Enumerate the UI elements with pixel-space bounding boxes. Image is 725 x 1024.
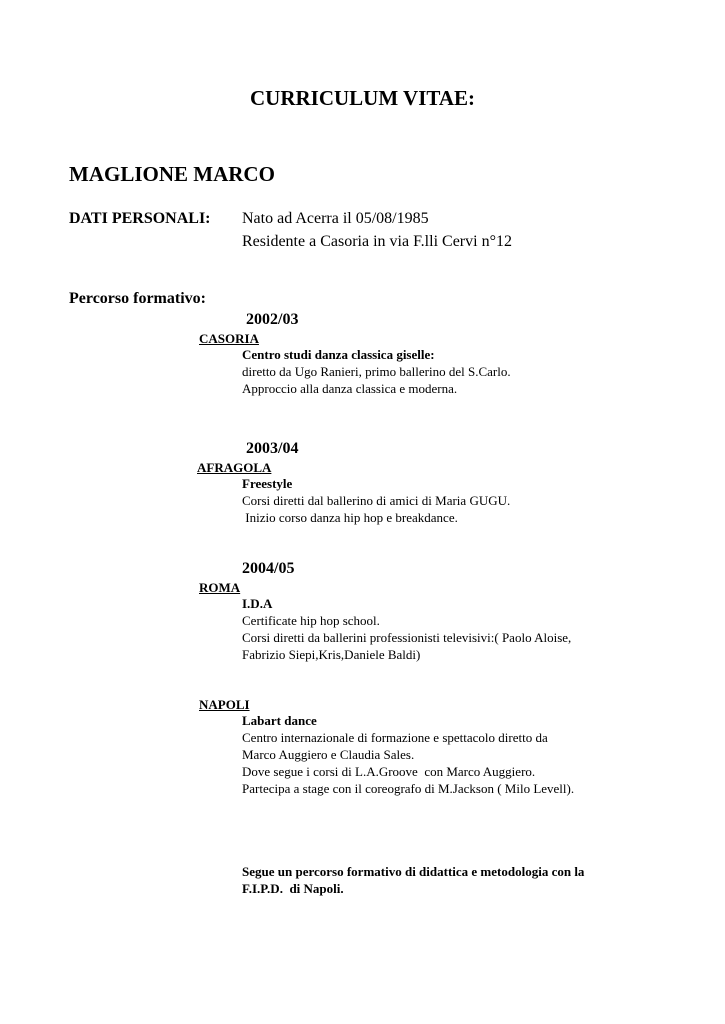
- entry-city: AFRAGOLA: [197, 460, 272, 475]
- final-note-line: F.I.P.D. di Napoli.: [242, 881, 344, 896]
- entry-line: Inizio corso danza hip hop e breakdance.: [242, 510, 458, 525]
- entry-school: I.D.A: [242, 596, 273, 611]
- entry-year: 2002/03: [246, 311, 299, 328]
- birth-info: Nato ad Acerra il 05/08/1985: [242, 210, 429, 227]
- entry-city: NAPOLI: [199, 697, 250, 712]
- entry-year: 2003/04: [246, 440, 299, 457]
- cv-title: CURRICULUM VITAE:: [250, 86, 475, 110]
- entry-line: Approccio alla danza classica e moderna.: [242, 381, 458, 396]
- entry-line: Dove segue i corsi di L.A.Groove con Marco Auggiero.: [242, 764, 536, 779]
- final-note-line: Segue un percorso formativo di didattica e metodologia con la: [242, 864, 585, 879]
- personal-data-label: DATI PERSONALI:: [69, 210, 211, 227]
- entry-school: Labart dance: [242, 713, 317, 728]
- person-name: MAGLIONE MARCO: [69, 162, 275, 186]
- entry-line: Partecipa a stage con il coreografo di M.Jackson ( Milo Levell).: [242, 781, 575, 796]
- entry-line: Centro internazionale di formazione e spettacolo diretto da: [242, 730, 548, 745]
- education-label: Percorso formativo:: [69, 290, 206, 307]
- entry-line: Marco Auggiero e Claudia Sales.: [242, 747, 415, 762]
- entry-school: Centro studi danza classica giselle:: [242, 347, 435, 362]
- entry-school: Freestyle: [242, 476, 293, 491]
- entry-line: Fabrizio Siepi,Kris,Daniele Baldi): [242, 647, 421, 662]
- entry-line: Certificate hip hop school.: [242, 613, 380, 628]
- entry-year: 2004/05: [242, 560, 295, 577]
- residence-info: Residente a Casoria in via F.lli Cervi n°12: [242, 233, 512, 250]
- entry-line: Corsi diretti dal ballerino di amici di Maria GUGU.: [242, 493, 511, 508]
- entry-city: ROMA: [199, 580, 241, 595]
- entry-line: diretto da Ugo Ranieri, primo ballerino del S.Carlo.: [242, 364, 511, 379]
- entry-city: CASORIA: [199, 331, 259, 346]
- entry-line: Corsi diretti da ballerini professionisti televisivi:( Paolo Aloise,: [242, 630, 572, 645]
